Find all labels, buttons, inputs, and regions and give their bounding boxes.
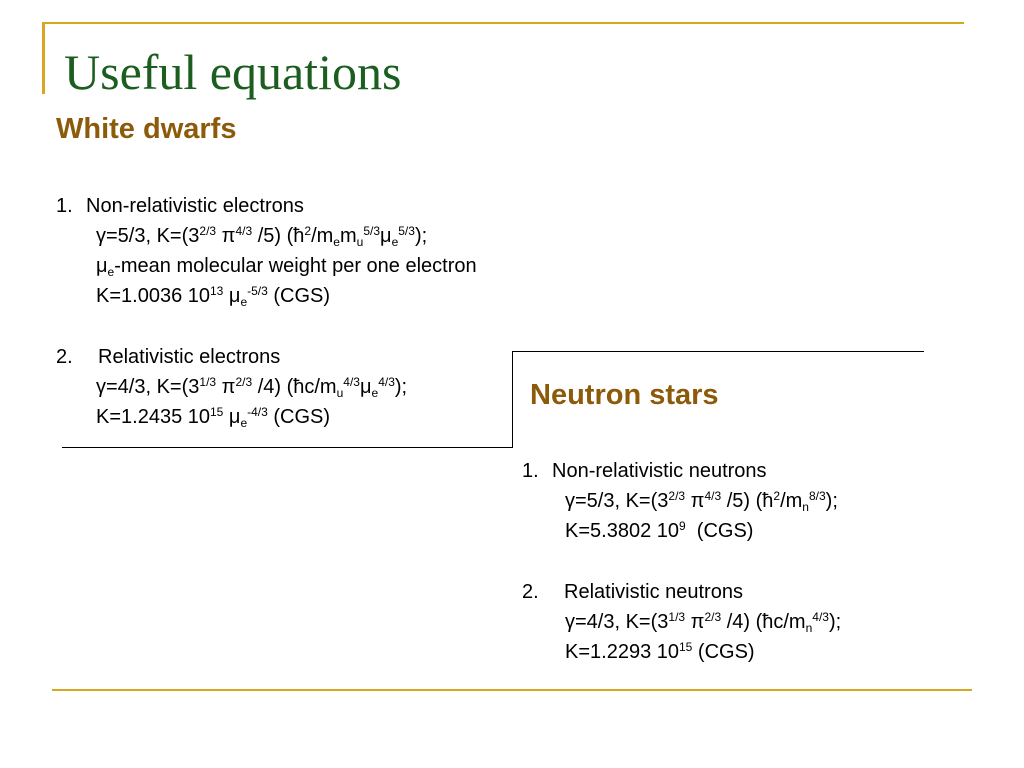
equation-text: K=5.3802 10 — [565, 520, 679, 542]
superscript: 13 — [210, 284, 224, 298]
superscript: 1/3 — [668, 610, 686, 624]
superscript: 4/3 — [235, 224, 253, 238]
superscript: 2/3 — [704, 610, 722, 624]
equation-text: γ=5/3, K=(3 — [96, 225, 200, 247]
wd-item-1-k-value — [96, 281, 330, 311]
ns-item-2-title — [522, 577, 743, 607]
subscript: u — [356, 235, 364, 249]
subscript: e — [371, 386, 379, 400]
equation-text: γ=4/3, K=(3 — [565, 611, 669, 633]
equation-text: -mean molecular weight per one electron — [114, 255, 477, 277]
subscript: n — [802, 500, 809, 514]
neutron-stars-heading: Neutron stars — [530, 379, 719, 411]
superscript: 15 — [679, 640, 693, 654]
equation-text: π — [216, 225, 236, 247]
neutron-box-left-border — [512, 351, 513, 448]
list-item-label: Relativistic neutrons — [564, 581, 743, 603]
bottom-accent-rule — [52, 689, 972, 691]
equation-text: (CGS) — [685, 520, 754, 542]
superscript: 4/3 — [704, 489, 722, 503]
equation-text: μ — [359, 376, 372, 398]
superscript: 8/3 — [808, 489, 826, 503]
ns-item-2-k-value — [565, 637, 755, 667]
wd-item-2-equation — [96, 372, 407, 402]
equation-text: (CGS) — [267, 406, 331, 428]
superscript: -4/3 — [247, 405, 268, 419]
subscript: e — [240, 416, 248, 430]
equation-text: ); — [394, 376, 408, 398]
slide-title: Useful equations — [64, 44, 402, 100]
ns-item-2-equation — [565, 607, 841, 637]
superscript: 5/3 — [363, 224, 381, 238]
white-dwarf-box-bottom-border — [62, 447, 513, 448]
superscript: 9 — [679, 519, 686, 533]
equation-text: m — [339, 225, 357, 247]
equation-text: K=1.2435 10 — [96, 406, 210, 428]
equation-text: μ — [380, 225, 392, 247]
subscript: e — [107, 265, 115, 279]
white-dwarfs-heading: White dwarfs — [56, 113, 237, 145]
superscript: 4/3 — [378, 375, 395, 389]
superscript: 2/3 — [668, 489, 686, 503]
left-accent-rule — [42, 22, 45, 94]
wd-item-2-title — [56, 342, 280, 372]
superscript: 5/3 — [398, 224, 415, 238]
wd-item-1-equation — [96, 221, 427, 251]
subscript: u — [336, 386, 344, 400]
equation-text: /4) (ħc/m — [721, 611, 806, 633]
equation-text: /4) (ħc/m — [252, 376, 337, 398]
list-number: 2. — [56, 346, 73, 368]
equation-text: K=1.0036 10 — [96, 285, 210, 307]
list-item-label: Non-relativistic neutrons — [552, 460, 767, 482]
wd-item-2-k-value — [96, 402, 330, 432]
equation-text: (CGS) — [267, 285, 331, 307]
superscript: 1/3 — [199, 375, 217, 389]
superscript: 2 — [304, 224, 312, 238]
subscript: e — [333, 235, 340, 249]
equation-text: /5) (ħ — [721, 490, 774, 512]
list-item-label: Relativistic electrons — [98, 346, 281, 368]
wd-item-1-title — [56, 191, 304, 221]
superscript: -5/3 — [247, 284, 268, 298]
neutron-box-top-border — [512, 351, 924, 352]
equation-text: μ — [96, 255, 108, 277]
list-number: 1. — [522, 460, 539, 482]
equation-text: ); — [828, 611, 842, 633]
superscript: 2 — [773, 489, 781, 503]
top-accent-rule — [42, 22, 964, 24]
ns-item-1-equation — [565, 486, 838, 516]
equation-text: μ — [223, 285, 241, 307]
equation-text: γ=4/3, K=(3 — [96, 376, 200, 398]
list-item-label: Non-relativistic electrons — [86, 195, 304, 217]
superscript: 15 — [210, 405, 224, 419]
wd-mu-definition — [96, 251, 477, 281]
equation-text: π — [216, 376, 236, 398]
subscript: n — [805, 621, 813, 635]
equation-text: K=1.2293 10 — [565, 641, 679, 663]
superscript: 2/3 — [199, 224, 217, 238]
equation-text: μ — [223, 406, 241, 428]
equation-text: /m — [780, 490, 803, 512]
superscript: 4/3 — [343, 375, 360, 389]
equation-text: /5) (ħ — [252, 225, 305, 247]
ns-item-1-k-value — [565, 516, 753, 546]
equation-text: π — [685, 490, 705, 512]
equation-text: γ=5/3, K=(3 — [565, 490, 669, 512]
equation-text: (CGS) — [692, 641, 755, 663]
list-number: 2. — [522, 581, 539, 603]
equation-text: ); — [414, 225, 428, 247]
subscript: e — [240, 295, 248, 309]
subscript: e — [391, 235, 399, 249]
list-number: 1. — [56, 195, 73, 217]
superscript: 2/3 — [235, 375, 253, 389]
equation-text: ); — [825, 490, 838, 512]
ns-item-1-title — [522, 456, 767, 486]
equation-text: π — [685, 611, 705, 633]
superscript: 4/3 — [812, 610, 829, 624]
equation-text: /m — [311, 225, 334, 247]
